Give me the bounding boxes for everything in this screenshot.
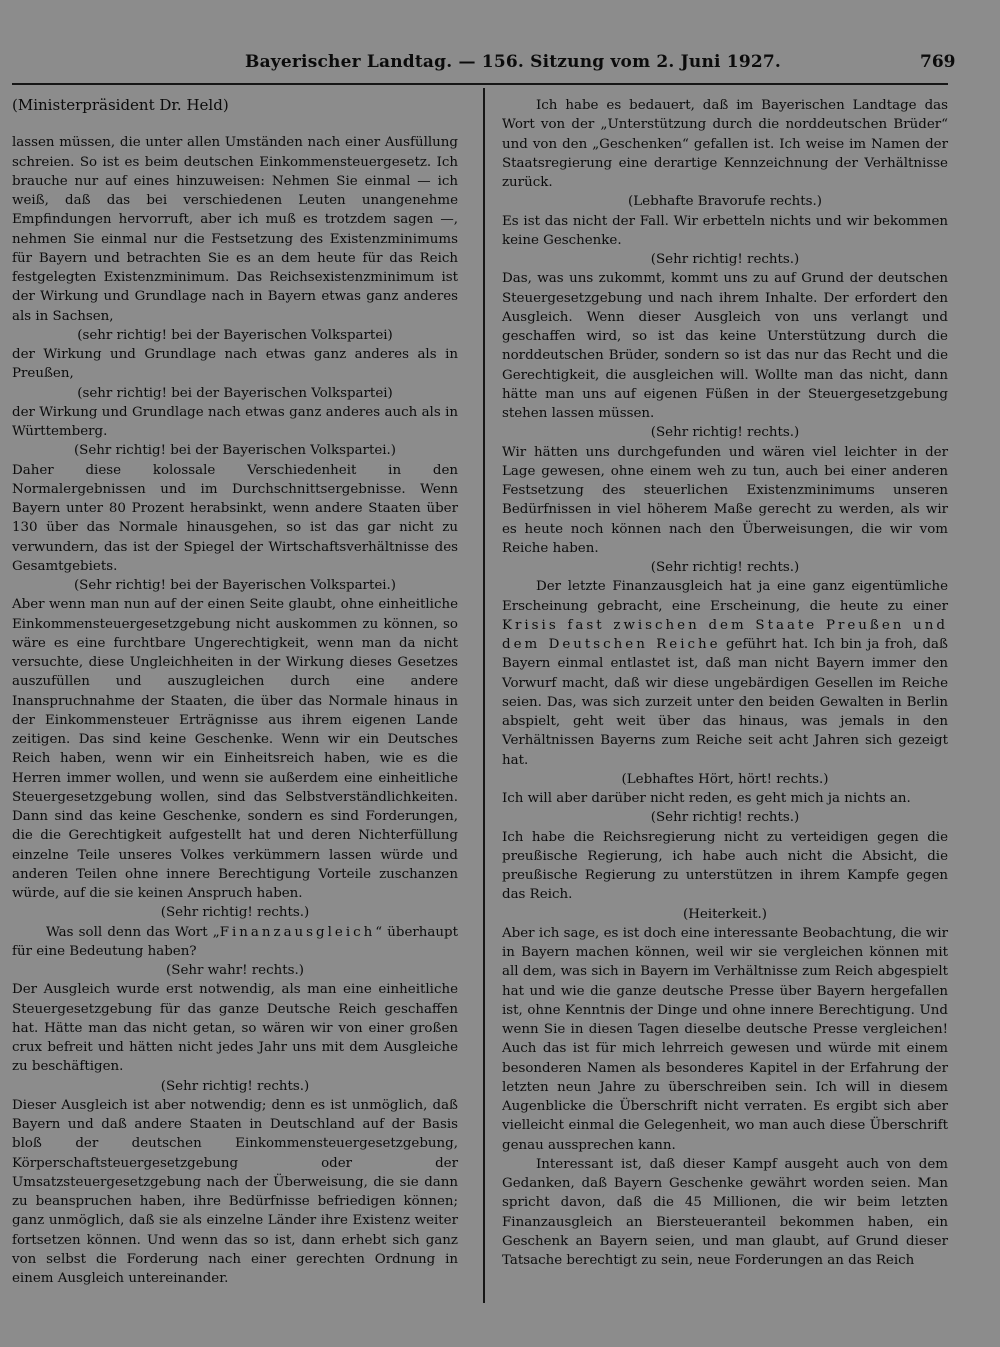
speaker-heading: (Ministerpräsident Dr. Held) xyxy=(12,96,229,114)
interjection: (sehr richtig! bei der Bayerischen Volkspartei) xyxy=(77,385,393,401)
paragraph: Wir hätten uns durchgefunden und wären viel leichter in der Lage gewesen, ohne einem weh zu tun, auch bei einer anderen Festsetzung des steuerlichen Existenzminimums unseren Bedürfnissen in viel höherem Maße gerecht zu werden, als wir es heute noch können nach den Überweisungen, die wir vom Reiche haben. xyxy=(502,444,948,556)
paragraph: lassen müssen, die unter allen Umständen nach einer Ausfüllung schreien. So ist es beim deutschen Einkommensteuergesetz. Ich brauche nur auf eines hinzuweisen: Nehmen Sie einmal — ich weiß, daß das bei verschiedenen Leuten unangenehme Empfindungen hervorruft, aber ich muß es trotzdem sagen —, nehmen Sie einmal nur die Festsetzung des Existenzminimums für Bayern und betrachten Sie es an dem heute für das Reich festgelegten Existenzminimum. Das Reichsexistenzminimum ist der Wirkung und Grundlage nach in Bayern etwas ganz anderes als in Sachsen, xyxy=(12,135,458,324)
interjection: (Lebhaftes Hört, hört! rechts.) xyxy=(621,771,829,787)
interjection: (Heiterkeit.) xyxy=(683,906,767,922)
paragraph: Aber ich sage, es ist doch eine interessante Beobachtung, die wir in Bayern machen können, weil wir sie vergleichen können mit all dem, was sich in Bayern im Verhältnisse zum Reich abgespielt hat und wie die ganze deutsche Presse über Bayern hergefallen ist, ohne Kenntnis der Dinge und ohne innere Berechtigung. Und wenn Sie in diesen Tagen dieselbe deutsche Presse vergleichen! Auch das ist für mich lehrreich gewesen und würde mit einem besonderen Namen als besonderes Kapitel in der Erfahrung der letzten neun Jahre zu überschreiben sein. Ich will in diesem Augenblicke die Überschrift nicht verraten. Es ergibt sich aber vielleicht einmal die Gelegenheit, wo man auch diese Überschrift genau aussprechen kann. xyxy=(502,925,948,1153)
paragraph: Interessant ist, daß dieser Kampf ausgeht auch von dem Gedanken, daß Bayern Geschenke gewährt worden seien. Man spricht davon, daß die 45 Millionen, die wir beim letzten Finanzausgleich an Biersteueranteil bekommen haben, ein Geschenk an Bayern seien, und man glaubt, auf Grund dieser Tatsache berechtigt zu sein, neue Forderungen an das Reich xyxy=(502,1156,948,1268)
paragraph: Das, was uns zukommt, kommt uns zu auf Grund der deutschen Steuergesetzgebung und nach ihrem Inhalte. Der erfordert den Ausgleich. Wenn dieser Ausgleich von uns verlangt und geschaffen wird, so ist das keine Unterstützung durch die norddeutschen Brüder, sondern so ist das nur das Recht und die Gerechtigkeit, die ausgleichen will. Wollte man das nicht, dann hätte man uns auf eigenen Füßen in der Steuergesetzgebung stehen lassen müssen. xyxy=(502,271,948,421)
running-title: Bayerischer Landtag. — 156. Sitzung vom 2. Juni 1927. xyxy=(245,52,782,72)
paragraph xyxy=(502,577,948,770)
paragraph: Ich habe es bedauert, daß im Bayerischen Landtage das Wort von der „Unterstützung durch die norddeutschen Brüder“ und von den „Geschenken“ gefallen ist. Ich weise im Namen der Staatsregierung eine derartige Kennzeichnung der Verhältnisse zurück. xyxy=(502,98,948,190)
interjection: (Sehr richtig! rechts.) xyxy=(650,425,800,441)
emphasized-text: Krisis fast zwischen dem Staate Preußen und dem Deutschen Reiche xyxy=(502,617,948,652)
page-number: 769 xyxy=(920,52,956,72)
text-run: Was soll denn das Wort „ xyxy=(46,924,220,940)
paragraph: Aber wenn man nun auf der einen Seite glaubt, ohne einheitliche Einkommensteuergesetzgebung nicht auskommen zu können, so wäre es eine furchtbare Ungerechtigkeit, wenn man da nicht versuchte, diese Ungleichheiten in der Wirkung dieses Gesetzes auszufüllen und auszugleichen durch eine andere Inanspruchnahme der Staaten, die über das Normale hinaus in der Einkommensteuer Erträgnisse aus ihrem eigenen Lande zeitigen. Das sind keine Geschenke. Wenn wir ein Deutsches Reich haben, wenn wir ein Einheitsreich haben, wie es die Herren immer wollen, und wenn sie außerdem eine einheitliche Steuergesetzgebung wollen, sind das Selbstverständlichkeiten. Dann sind das keine Geschenke, sondern es sind Forderungen, die die Gerechtigkeit aufgestellt hat und deren Nichterfüllung einzelne Teile unseres Volkes verkümmern lassen würde und anderen Teilen ohne innere Berechtigung Vorteile zuschanzen würde, auf die sie keinen Anspruch haben. xyxy=(12,597,458,901)
page-header xyxy=(0,52,1000,82)
paragraph xyxy=(12,923,458,962)
interjection: (sehr richtig! bei der Bayerischen Volkspartei) xyxy=(77,327,393,343)
paragraph: Ich habe die Reichsregierung nicht zu verteidigen gegen die preußische Regierung, ich habe auch nicht die Absicht, die preußische Regierung zu unterstützen in ihrem Kampfe gegen das Reich. xyxy=(502,829,948,903)
left-column xyxy=(12,96,458,1288)
paragraph: Der Ausgleich wurde erst notwendig, als man eine einheitliche Steuergesetzgebung für das ganze Deutsche Reich geschaffen hat. Hätte man das nicht getan, so wären wir von einer großen crux befreit und hätten nicht jedes Jahr uns mit dem Ausgleiche zu beschäftigen. xyxy=(12,982,458,1075)
paragraph: Daher diese kolossale Verschiedenheit in den Normalergebnissen und im Durchschnittsergebnisse. Wenn Bayern unter 80 Prozent herabsinkt, wenn andere Staaten über 130 über das Normale hinausgehen, so ist das gar nicht zu verwundern, das ist der Spiegel der Wirtschaftsverhältnisse des Gesamtgebiets. xyxy=(12,462,458,574)
interjection: (Sehr richtig! rechts.) xyxy=(650,810,800,826)
interjection: (Sehr richtig! rechts.) xyxy=(160,1078,310,1094)
interjection: (Sehr wahr! rechts.) xyxy=(166,963,304,978)
text-run: Der letzte Finanzausgleich hat ja eine ganz eigentümliche Erscheinung gebracht, eine Erscheinung, die heute zu einer xyxy=(502,579,948,614)
interjection: (Sehr richtig! bei der Bayerischen Volkspartei.) xyxy=(73,578,397,593)
interjection: (Lebhafte Bravorufe rechts.) xyxy=(628,194,822,210)
column-divider xyxy=(483,88,485,1303)
emphasized-text: Finanzausgleich xyxy=(219,924,376,940)
interjection: (Sehr richtig! bei der Bayerischen Volkspartei.) xyxy=(73,443,397,459)
paragraph: der Wirkung und Grundlage nach etwas ganz anderes auch als in Württemberg. xyxy=(12,404,458,439)
paragraph: Ich will aber darüber nicht reden, es geht mich ja nichts an. xyxy=(502,791,911,806)
paragraph: Dieser Ausgleich ist aber notwendig; denn es ist unmöglich, daß Bayern und daß andere Staaten in Deutschland auf der Basis bloß der deutschen Einkommensteuergesetzgebung, Körperschaftsteuergesetzgebung oder der Umsatzsteuergesetzgebung nach der Überweisung, die sie dann zu beanspruchen haben, ihre Bedürfnisse befriedigen können; ganz unmöglich, daß sie als einzelne Länder ihre Existenz weiter fortsetzen können. Und wenn das so ist, dann erhebt sich ganz von selbst die Forderung nach einer gerechten Ordnung in einem Ausgleich untereinander. xyxy=(12,1097,458,1286)
paragraph: Es ist das nicht der Fall. Wir erbetteln nichts und wir bekommen keine Geschenke. xyxy=(502,213,948,248)
paragraph: der Wirkung und Grundlage nach etwas ganz anderes als in Preußen, xyxy=(12,347,458,382)
interjection: (Sehr richtig! rechts.) xyxy=(160,905,310,921)
interjection: (Sehr richtig! rechts.) xyxy=(650,252,800,267)
text-run: geführt hat. Ich bin ja froh, daß Bayern einmal entlastet ist, daß man nicht Bayern immer den Vorwurf macht, daß wir diese ungebärdigen Gesellen im Reiche seien. Das, was sich zurzeit unter den beiden Gewalten in Berlin abspielt, geht weit über das hinaus, was jemals in den Verhältnissen Bayerns zum Reiche seit acht Jahren sich gezeigt hat. xyxy=(502,637,948,768)
text-run: “ überhaupt für eine Bedeutung haben? xyxy=(12,924,458,959)
right-column xyxy=(502,96,948,1270)
header-rule xyxy=(12,83,948,85)
interjection: (Sehr richtig! rechts.) xyxy=(650,560,800,575)
